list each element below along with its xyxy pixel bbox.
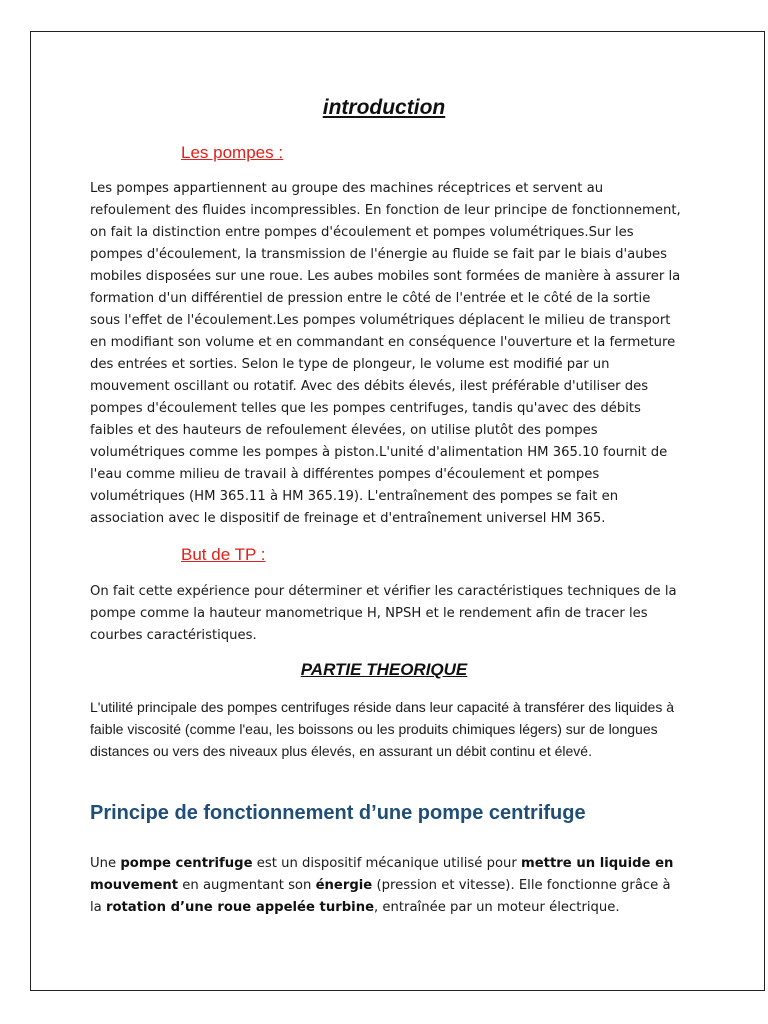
principe-text-4: (pression et vitesse). Elle fonctionne grâce à la [90, 878, 671, 915]
principe-text-3: en augmentant son [178, 878, 316, 893]
principe-text-2: est un dispositif mécanique utilisé pour [252, 856, 521, 871]
principe-text-5: , entraînée par un moteur électrique. [374, 900, 620, 915]
but-paragraph: On fait cette expérience pour déterminer et vérifier les caractéristiques techniques de la pompe comme la hauteur manometrique H, NPSH et le rendement afin de tracer les courbes caractéristiques. [90, 584, 677, 643]
principe-paragraph [90, 853, 682, 919]
but-heading: But de TP : [181, 545, 266, 564]
principe-bold-4: rotation d’une roue appelée turbine [105, 900, 375, 915]
principe-text-1: Une [90, 856, 121, 871]
pompes-paragraph: Les pompes appartiennent au groupe des machines réceptrices et servent au refoulement des fluides incompressibles. En fonction de leur principe de fonctionnement, on fait la distinction entre pompes d'écoulement et pompes volumétriques.Sur les pompes d'écoulement, la transmission de l'énergie au fluide se fait par le biais d'aubes mobiles disposées sur une roue. Les aubes mobiles sont formées de manière à assurer la formation d'un différentiel de pression entre le côté de l'entrée et le côté de la sortie sous l'effet de l'écoulement.Les pompes volumétriques déplacent le milieu de transport en modifiant son volume et en commandant en conséquence l'ouverture et la fermeture des entrées et sorties. Selon le type de plongeur, le volume est modifié par un mouvement oscillant ou rotatif. Avec des débits élevés, ilest préférable d'utiliser des pompes d'écoulement telles que les pompes centrifuges, tandis qu'avec des débits faibles et des hauteurs de refoulement élevées, on utilise plutôt des pompes volumétriques comme les pompes à piston.L'unité d'alimentation HM 365.10 fournit de l'eau comme milieu de travail à différentes pompes d'écoulement et pompes volumétriques (HM 365.11 à HM 365.19). L'entraînement des pompes se fait en association avec le dispositif de freinage et d'entraînement universel HM 365. [90, 181, 681, 526]
theorie-title: PARTIE THEORIQUE [300, 660, 468, 679]
pompes-heading: Les pompes : [181, 143, 284, 162]
intro-title: introduction [322, 96, 446, 119]
principe-heading: Principe de fonctionnement d’une pompe centrifuge [90, 802, 586, 824]
utilite-paragraph: L'utilité principale des pompes centrifuges réside dans leur capacité à transférer des liquides à faible viscosité (comme l'eau, les boissons ou les produits chimiques légers) sur de longues distances ou vers des niveaux plus élevés, en assurant un débit continu et élevé. [90, 699, 675, 759]
principe-bold-3: énergie [315, 878, 373, 893]
principe-bold-2: mettre un liquide en mouvement [90, 856, 674, 893]
principe-bold-1: pompe centrifuge [120, 856, 253, 871]
